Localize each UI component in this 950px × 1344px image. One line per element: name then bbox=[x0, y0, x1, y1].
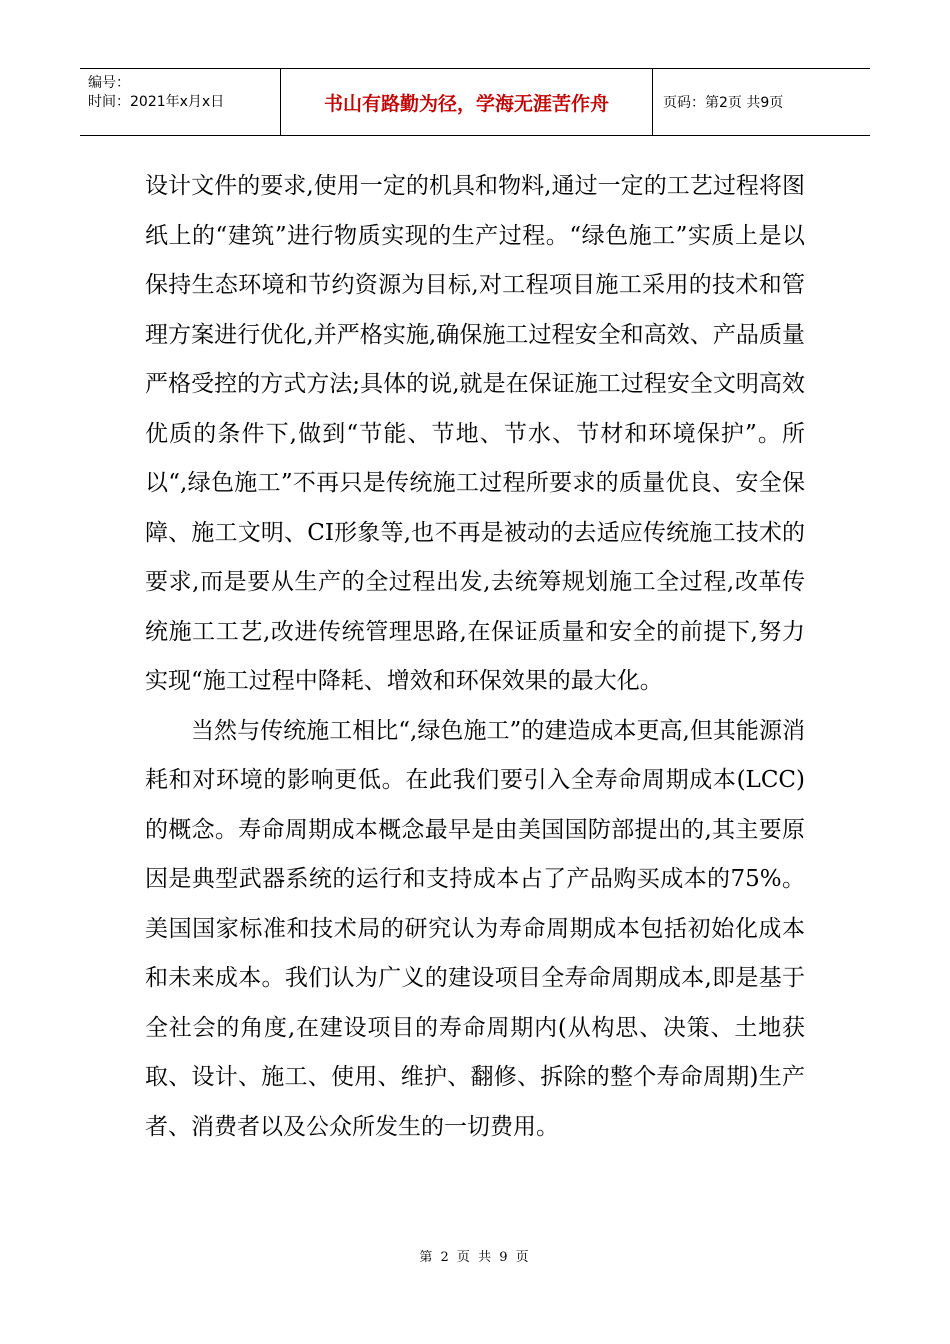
serial-label: 编号： bbox=[88, 75, 130, 91]
header-motto-cell bbox=[281, 69, 653, 135]
paragraph-1: 设计文件的要求,使用一定的机具和物料,通过一定的工艺过程将图纸上的“建筑”进行物质实现的生产过程。“绿色施工”实质上是以保持生态环境和节约资源为目标,对工程项目施工采用的技术和管理方案进行优化,并严格实施,确保施工过程安全和高效、产品质量严格受控的方式方法;具体的说,就是在保证施工过程安全文明高效优质的条件下,做到“节能、节地、节水、节材和环境保护”。所以“,绿色施工”不再只是传统施工过程所要求的质量优良、安全保障、施工文明、CI形象等,也不再是被动的去适应传统施工技术的要求,而是要从生产的全过程出发,去统筹规划施工全过程,改革传统施工工艺,改进传统管理思路,在保证质量和安全的前提下,努力实现“施工过程中降耗、增效和环保效果的最大化。 bbox=[145, 173, 805, 694]
motto-text: 书山有路勤为径，学海无涯苦作舟 bbox=[323, 92, 609, 115]
document-body bbox=[145, 162, 805, 1152]
header-page-cell bbox=[653, 69, 870, 135]
header-info-cell bbox=[80, 69, 281, 135]
page-footer: 第 2 页 共 9 页 bbox=[419, 1250, 531, 1265]
time-label: 时间：2021年x月x日 bbox=[88, 94, 225, 110]
page-info: 页码：第2页 共9页 bbox=[663, 95, 784, 111]
paragraph-2: 当然与传统施工相比“,绿色施工”的建造成本更高,但其能源消耗和对环境的影响更低。在此我们要引入全寿命周期成本(LCC)的概念。寿命周期成本概念最早是由美国国防部提出的,其主要原因是典型武器系统的运行和支持成本占了产品购买成本的75%。美国国家标准和技术局的研究认为寿命周期成本包括初始化成本和未来成本。我们认为广义的建设项目全寿命周期成本,即是基于全社会的角度,在建设项目的寿命周期内(从构思、决策、土地获取、设计、施工、使用、维护、翻修、拆除的整个寿命周期)生产者、消费者以及公众所发生的一切费用。 bbox=[145, 717, 805, 1140]
page-header bbox=[80, 68, 870, 136]
